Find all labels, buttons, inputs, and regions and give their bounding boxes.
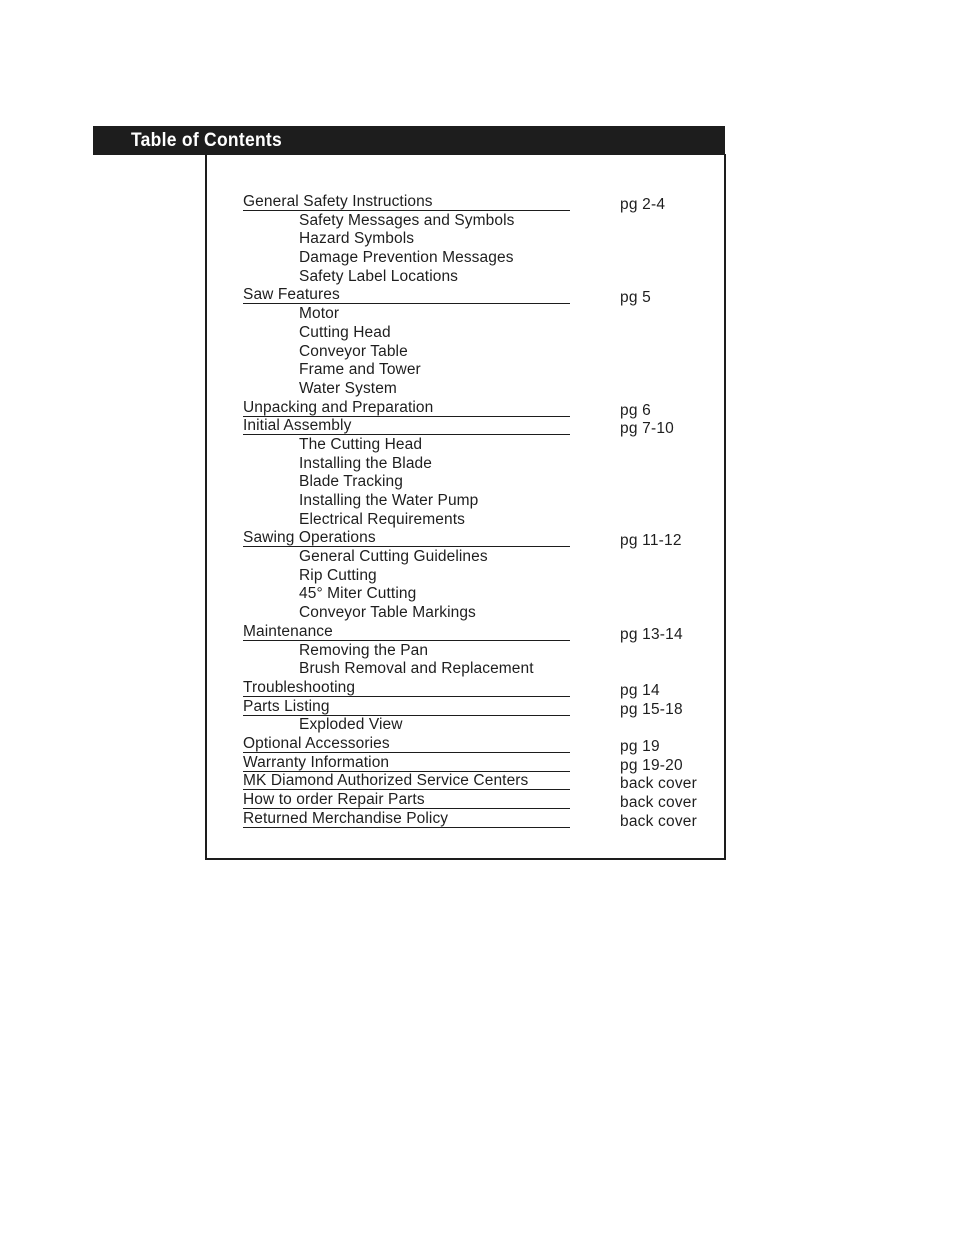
- toc-subsection-row[interactable]: [243, 380, 713, 399]
- toc-subsection-row[interactable]: [243, 604, 713, 623]
- toc-subsection-row[interactable]: [243, 455, 713, 474]
- toc-section-row[interactable]: [243, 735, 713, 754]
- toc-subsection-row[interactable]: [243, 642, 713, 661]
- toc-section-title[interactable]: Troubleshooting: [243, 679, 570, 697]
- toc-section-row[interactable]: [243, 698, 713, 717]
- toc-section-row[interactable]: [243, 679, 713, 698]
- toc-subsection-row[interactable]: [243, 585, 713, 604]
- toc-page-number: back cover: [620, 775, 697, 793]
- toc-subsection-title: Motor: [299, 305, 340, 323]
- toc-subsection-title: Cutting Head: [299, 323, 391, 341]
- toc-subsection-title: Removing the Pan: [299, 641, 429, 659]
- toc-page-number: pg 19-20: [620, 756, 683, 774]
- toc-section-row[interactable]: [243, 810, 713, 829]
- toc-page-number: pg 6: [620, 401, 651, 419]
- toc-section-title[interactable]: Returned Merchandise Policy: [243, 810, 570, 828]
- toc-subsection-row[interactable]: [243, 473, 713, 492]
- toc-subsection-title: Installing the Water Pump: [299, 492, 479, 509]
- toc-subsection-title: Damage Prevention Messages: [299, 249, 514, 267]
- toc-section-row[interactable]: [243, 286, 713, 305]
- toc-page-number: pg 15-18: [620, 700, 683, 718]
- toc-subsection-title: Safety Label Locations: [299, 267, 459, 285]
- toc-subsection-title: Safety Messages and Symbols: [299, 211, 515, 229]
- toc-subsection-row[interactable]: [243, 324, 713, 343]
- toc-subsection-row[interactable]: [243, 436, 713, 455]
- toc-page-number: back cover: [620, 794, 697, 811]
- toc-page-number: pg 11-12: [620, 532, 682, 550]
- toc-subsection-title: Blade Tracking: [299, 473, 403, 491]
- toc-subsection-row[interactable]: [243, 305, 713, 324]
- toc-subsection-row[interactable]: [243, 361, 713, 380]
- toc-section-title[interactable]: Sawing Operations: [243, 529, 570, 547]
- toc-page-number: pg 19: [620, 737, 660, 755]
- toc-subsection-title: The Cutting Head: [299, 435, 423, 453]
- toc-section-title[interactable]: Parts Listing: [243, 698, 570, 716]
- toc-page-number: pg 5: [620, 289, 651, 307]
- toc-section-row[interactable]: [243, 623, 713, 642]
- toc-section-title[interactable]: MK Diamond Authorized Service Centers: [243, 772, 570, 790]
- toc-section-title[interactable]: Saw Features: [243, 286, 570, 304]
- toc-subsection-title: Electrical Requirements: [299, 510, 465, 528]
- toc-subsection-title: Water System: [299, 379, 397, 397]
- toc-section-row[interactable]: [243, 772, 713, 791]
- page-title: Table of Contents: [131, 130, 283, 151]
- toc-section-title[interactable]: General Safety Instructions: [243, 193, 570, 211]
- toc-page-number: pg 14: [620, 681, 660, 699]
- toc-subsection-row[interactable]: [243, 212, 713, 231]
- toc-subsection-row[interactable]: [243, 548, 713, 567]
- toc-subsection-title: Frame and Tower: [299, 361, 421, 379]
- toc-subsection-title: Conveyor Table Markings: [299, 604, 476, 622]
- toc-subsection-title: Rip Cutting: [299, 566, 377, 584]
- toc-subsection-row[interactable]: [243, 230, 713, 249]
- toc-subsection-title: 45° Miter Cutting: [299, 585, 417, 603]
- toc-section-row[interactable]: [243, 399, 713, 418]
- toc-section-title[interactable]: Unpacking and Preparation: [243, 399, 570, 417]
- toc-section-row[interactable]: [243, 417, 713, 436]
- toc-subsection-row[interactable]: [243, 660, 713, 679]
- toc-section-row[interactable]: [243, 754, 713, 773]
- toc-section-title[interactable]: Maintenance: [243, 623, 570, 641]
- toc-page-number: back cover: [620, 812, 697, 830]
- toc-page-number: pg 7-10: [620, 420, 674, 438]
- toc-section-row[interactable]: [243, 791, 713, 810]
- toc-subsection-row[interactable]: [243, 492, 713, 511]
- toc-list: [243, 193, 713, 828]
- toc-subsection-row[interactable]: [243, 343, 713, 362]
- toc-section-title[interactable]: Optional Accessories: [243, 735, 570, 753]
- toc-subsection-row[interactable]: [243, 249, 713, 268]
- toc-subsection-title: Hazard Symbols: [299, 230, 415, 248]
- toc-subsection-title: Brush Removal and Replacement: [299, 660, 534, 678]
- toc-subsection-row[interactable]: [243, 716, 713, 735]
- toc-section-row[interactable]: [243, 193, 713, 212]
- toc-subsection-title: Installing the Blade: [299, 454, 432, 472]
- toc-subsection-row[interactable]: [243, 268, 713, 287]
- toc-section-title[interactable]: Warranty Information: [243, 754, 570, 772]
- toc-section-title[interactable]: Initial Assembly: [243, 417, 570, 435]
- toc-subsection-title: Exploded View: [299, 716, 403, 734]
- toc-page-number: pg 13-14: [620, 625, 683, 643]
- toc-subsection-title: Conveyor Table: [299, 342, 408, 360]
- toc-subsection-title: General Cutting Guidelines: [299, 548, 488, 566]
- toc-section-row[interactable]: [243, 529, 713, 548]
- toc-section-title[interactable]: How to order Repair Parts: [243, 791, 570, 809]
- toc-subsection-row[interactable]: [243, 511, 713, 530]
- toc-page-number: pg 2-4: [620, 196, 666, 213]
- toc-subsection-row[interactable]: [243, 567, 713, 586]
